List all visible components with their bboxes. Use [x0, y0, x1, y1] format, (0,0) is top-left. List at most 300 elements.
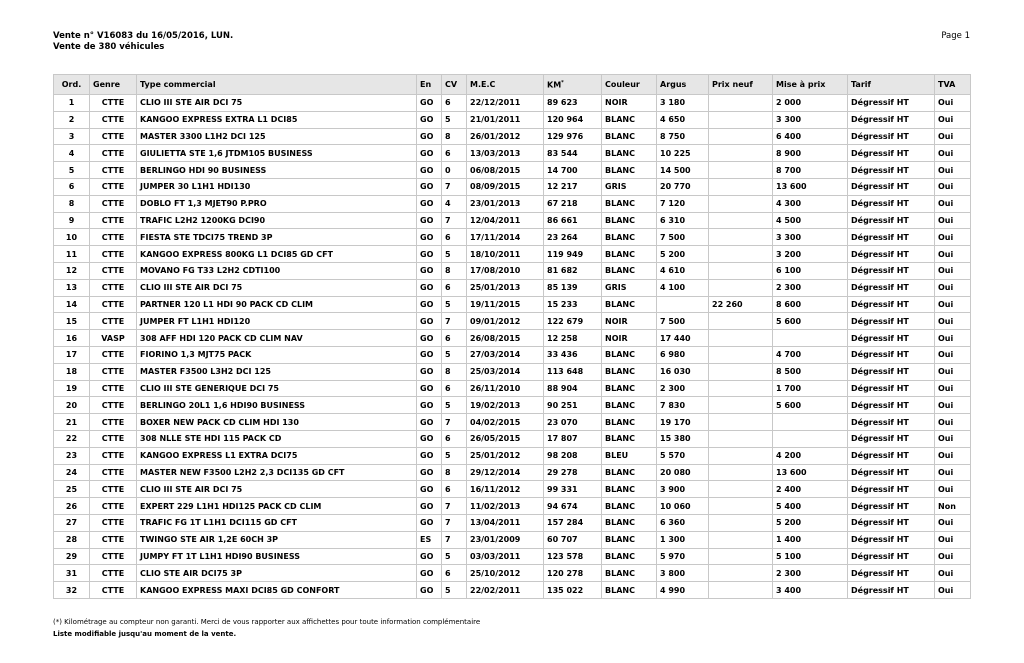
col-header-cv: CV: [442, 75, 467, 95]
cell-mise-a-prix: 3 400: [773, 582, 848, 599]
cell-tva: Oui: [935, 262, 971, 279]
cell-couleur: BLANC: [602, 212, 657, 229]
cell-cv: 8: [442, 262, 467, 279]
cell-mec: 22/02/2011: [467, 582, 544, 599]
cell-mec: 06/08/2015: [467, 162, 544, 179]
cell-mise-a-prix: 4 200: [773, 447, 848, 464]
cell-tarif: Dégressif HT: [848, 531, 935, 548]
cell-prix-neuf: [709, 464, 773, 481]
cell-prix-neuf: [709, 548, 773, 565]
col-header-ord: Ord.: [54, 75, 90, 95]
col-header-mise-a-prix: Mise à prix: [773, 75, 848, 95]
table-row: [54, 363, 971, 380]
cell-ord: 10: [54, 229, 90, 246]
cell-genre: CTTE: [90, 380, 137, 397]
cell-cv: 8: [442, 363, 467, 380]
cell-energie: GO: [417, 447, 442, 464]
cell-mise-a-prix: 6 400: [773, 128, 848, 145]
cell-ord: 27: [54, 514, 90, 531]
cell-tarif: Dégressif HT: [848, 229, 935, 246]
cell-tva: Oui: [935, 531, 971, 548]
cell-cv: 6: [442, 145, 467, 162]
cell-couleur: BLANC: [602, 262, 657, 279]
cell-energie: GO: [417, 346, 442, 363]
cell-genre: CTTE: [90, 145, 137, 162]
cell-mec: 26/11/2010: [467, 380, 544, 397]
cell-mec: 17/11/2014: [467, 229, 544, 246]
cell-couleur: BLANC: [602, 430, 657, 447]
cell-cv: 5: [442, 111, 467, 128]
table-row: [54, 397, 971, 414]
cell-type: EXPERT 229 L1H1 HDI125 PACK CD CLIM: [137, 498, 417, 515]
cell-prix-neuf: [709, 565, 773, 582]
cell-energie: GO: [417, 95, 442, 112]
table-body: [54, 95, 971, 599]
cell-mise-a-prix: 4 700: [773, 346, 848, 363]
cell-energie: GO: [417, 145, 442, 162]
cell-genre: VASP: [90, 330, 137, 347]
cell-mec: 26/01/2012: [467, 128, 544, 145]
cell-tarif: Dégressif HT: [848, 162, 935, 179]
cell-cv: 5: [442, 582, 467, 599]
cell-km: 23 070: [544, 414, 602, 431]
cell-mise-a-prix: 4 300: [773, 195, 848, 212]
table-row: [54, 195, 971, 212]
cell-prix-neuf: 22 260: [709, 296, 773, 313]
cell-genre: CTTE: [90, 178, 137, 195]
cell-argus: 6 360: [657, 514, 709, 531]
cell-genre: CTTE: [90, 162, 137, 179]
table-row: [54, 414, 971, 431]
cell-tva: Oui: [935, 279, 971, 296]
cell-ord: 29: [54, 548, 90, 565]
cell-ord: 13: [54, 279, 90, 296]
cell-km: 29 278: [544, 464, 602, 481]
cell-energie: GO: [417, 414, 442, 431]
cell-tva: Oui: [935, 229, 971, 246]
cell-prix-neuf: [709, 111, 773, 128]
cell-cv: 5: [442, 397, 467, 414]
cell-cv: 7: [442, 414, 467, 431]
cell-type: DOBLO FT 1,3 MJET90 P.PRO: [137, 195, 417, 212]
km-footnote-marker: *: [561, 79, 564, 86]
cell-type: TRAFIC FG 1T L1H1 DCI115 GD CFT: [137, 514, 417, 531]
cell-mise-a-prix: [773, 414, 848, 431]
cell-couleur: GRIS: [602, 178, 657, 195]
cell-mec: 08/09/2015: [467, 178, 544, 195]
cell-argus: 5 200: [657, 246, 709, 263]
cell-tarif: Dégressif HT: [848, 246, 935, 263]
cell-km: 17 807: [544, 430, 602, 447]
cell-argus: 10 060: [657, 498, 709, 515]
cell-prix-neuf: [709, 582, 773, 599]
cell-km: 157 284: [544, 514, 602, 531]
cell-couleur: NOIR: [602, 313, 657, 330]
cell-energie: GO: [417, 397, 442, 414]
cell-genre: CTTE: [90, 397, 137, 414]
cell-prix-neuf: [709, 414, 773, 431]
table-row: [54, 464, 971, 481]
cell-argus: 4 990: [657, 582, 709, 599]
cell-tva: Oui: [935, 95, 971, 112]
cell-argus: 3 180: [657, 95, 709, 112]
cell-cv: 5: [442, 246, 467, 263]
cell-couleur: BLANC: [602, 296, 657, 313]
cell-genre: CTTE: [90, 195, 137, 212]
cell-ord: 26: [54, 498, 90, 515]
table-row: [54, 330, 971, 347]
cell-prix-neuf: [709, 330, 773, 347]
cell-km: 120 964: [544, 111, 602, 128]
cell-argus: 10 225: [657, 145, 709, 162]
cell-type: FIESTA STE TDCI75 TREND 3P: [137, 229, 417, 246]
cell-type: FIORINO 1,3 MJT75 PACK: [137, 346, 417, 363]
cell-cv: 8: [442, 128, 467, 145]
cell-ord: 23: [54, 447, 90, 464]
cell-argus: 4 650: [657, 111, 709, 128]
table-row: [54, 128, 971, 145]
cell-km: 15 233: [544, 296, 602, 313]
cell-type: JUMPER 30 L1H1 HDI130: [137, 178, 417, 195]
cell-energie: GO: [417, 498, 442, 515]
cell-cv: 6: [442, 95, 467, 112]
table-row: [54, 548, 971, 565]
cell-tva: Oui: [935, 128, 971, 145]
cell-tarif: Dégressif HT: [848, 380, 935, 397]
cell-km: 94 674: [544, 498, 602, 515]
cell-energie: GO: [417, 262, 442, 279]
cell-tarif: Dégressif HT: [848, 145, 935, 162]
col-header-tarif: Tarif: [848, 75, 935, 95]
cell-km: 99 331: [544, 481, 602, 498]
cell-tva: Oui: [935, 246, 971, 263]
table-row: [54, 380, 971, 397]
cell-mec: 03/03/2011: [467, 548, 544, 565]
cell-tva: Oui: [935, 447, 971, 464]
cell-genre: CTTE: [90, 414, 137, 431]
cell-mise-a-prix: 5 200: [773, 514, 848, 531]
cell-km: 113 648: [544, 363, 602, 380]
table-row: [54, 95, 971, 112]
cell-ord: 12: [54, 262, 90, 279]
cell-tarif: Dégressif HT: [848, 430, 935, 447]
cell-ord: 31: [54, 565, 90, 582]
cell-energie: GO: [417, 279, 442, 296]
cell-tva: Oui: [935, 582, 971, 599]
cell-type: BERLINGO 20L1 1,6 HDI90 BUSINESS: [137, 397, 417, 414]
cell-prix-neuf: [709, 195, 773, 212]
cell-cv: 6: [442, 229, 467, 246]
table-row: [54, 162, 971, 179]
cell-energie: GO: [417, 464, 442, 481]
cell-tarif: Dégressif HT: [848, 313, 935, 330]
cell-type: 308 AFF HDI 120 PACK CD CLIM NAV: [137, 330, 417, 347]
cell-genre: CTTE: [90, 582, 137, 599]
cell-prix-neuf: [709, 162, 773, 179]
cell-genre: CTTE: [90, 498, 137, 515]
cell-mise-a-prix: 5 600: [773, 397, 848, 414]
cell-mec: 29/12/2014: [467, 464, 544, 481]
table-row: [54, 296, 971, 313]
col-header-energie: En: [417, 75, 442, 95]
cell-mise-a-prix: 13 600: [773, 464, 848, 481]
cell-energie: GO: [417, 229, 442, 246]
cell-argus: 3 900: [657, 481, 709, 498]
col-header-argus: Argus: [657, 75, 709, 95]
cell-genre: CTTE: [90, 447, 137, 464]
cell-tarif: Dégressif HT: [848, 212, 935, 229]
cell-argus: [657, 296, 709, 313]
cell-energie: GO: [417, 246, 442, 263]
cell-prix-neuf: [709, 514, 773, 531]
cell-tarif: Dégressif HT: [848, 279, 935, 296]
cell-type: PARTNER 120 L1 HDI 90 PACK CD CLIM: [137, 296, 417, 313]
cell-tarif: Dégressif HT: [848, 464, 935, 481]
cell-genre: CTTE: [90, 262, 137, 279]
cell-mec: 17/08/2010: [467, 262, 544, 279]
cell-tva: Oui: [935, 397, 971, 414]
cell-type: MOVANO FG T33 L2H2 CDTI100: [137, 262, 417, 279]
cell-mec: 11/02/2013: [467, 498, 544, 515]
cell-argus: 15 380: [657, 430, 709, 447]
cell-cv: 5: [442, 447, 467, 464]
cell-genre: CTTE: [90, 531, 137, 548]
cell-tarif: Dégressif HT: [848, 95, 935, 112]
cell-cv: 5: [442, 296, 467, 313]
cell-energie: GO: [417, 128, 442, 145]
cell-couleur: BLANC: [602, 481, 657, 498]
cell-type: TWINGO STE AIR 1,2E 60CH 3P: [137, 531, 417, 548]
col-header-prix-neuf: Prix neuf: [709, 75, 773, 95]
cell-argus: 6 310: [657, 212, 709, 229]
cell-couleur: BLANC: [602, 414, 657, 431]
cell-prix-neuf: [709, 447, 773, 464]
cell-prix-neuf: [709, 397, 773, 414]
cell-energie: GO: [417, 212, 442, 229]
cell-energie: GO: [417, 178, 442, 195]
cell-type: BERLINGO HDI 90 BUSINESS: [137, 162, 417, 179]
cell-mise-a-prix: 2 300: [773, 565, 848, 582]
cell-energie: GO: [417, 548, 442, 565]
cell-mise-a-prix: 3 300: [773, 111, 848, 128]
cell-ord: 16: [54, 330, 90, 347]
cell-cv: 8: [442, 464, 467, 481]
cell-energie: GO: [417, 514, 442, 531]
cell-genre: CTTE: [90, 464, 137, 481]
cell-km: 135 022: [544, 582, 602, 599]
cell-km: 90 251: [544, 397, 602, 414]
cell-genre: CTTE: [90, 481, 137, 498]
cell-type: KANGOO EXPRESS 800KG L1 DCI85 GD CFT: [137, 246, 417, 263]
cell-genre: CTTE: [90, 514, 137, 531]
cell-genre: CTTE: [90, 346, 137, 363]
cell-tarif: Dégressif HT: [848, 514, 935, 531]
cell-cv: 6: [442, 279, 467, 296]
cell-tva: Oui: [935, 178, 971, 195]
cell-argus: 19 170: [657, 414, 709, 431]
cell-type: CLIO STE AIR DCI75 3P: [137, 565, 417, 582]
cell-prix-neuf: [709, 531, 773, 548]
footnote-km: (*) Kilométrage au compteur non garanti. Merci de vous rapporter aux affichettes pour toute information complémentaire: [53, 618, 481, 626]
cell-argus: 2 300: [657, 380, 709, 397]
cell-mec: 25/01/2013: [467, 279, 544, 296]
cell-prix-neuf: [709, 128, 773, 145]
cell-genre: CTTE: [90, 565, 137, 582]
cell-mec: 25/10/2012: [467, 565, 544, 582]
table-row: [54, 212, 971, 229]
cell-km: 129 976: [544, 128, 602, 145]
cell-tva: Non: [935, 498, 971, 515]
table-row: [54, 582, 971, 599]
cell-cv: 5: [442, 548, 467, 565]
cell-km: 123 578: [544, 548, 602, 565]
cell-prix-neuf: [709, 212, 773, 229]
cell-genre: CTTE: [90, 548, 137, 565]
cell-cv: 6: [442, 481, 467, 498]
cell-type: MASTER NEW F3500 L2H2 2,3 DCI135 GD CFT: [137, 464, 417, 481]
cell-mec: 09/01/2012: [467, 313, 544, 330]
cell-ord: 20: [54, 397, 90, 414]
cell-tva: Oui: [935, 481, 971, 498]
cell-type: KANGOO EXPRESS L1 EXTRA DCI75: [137, 447, 417, 464]
cell-cv: 6: [442, 330, 467, 347]
cell-mec: 26/08/2015: [467, 330, 544, 347]
cell-mec: 25/03/2014: [467, 363, 544, 380]
cell-type: JUMPY FT 1T L1H1 HDI90 BUSINESS: [137, 548, 417, 565]
cell-couleur: BLANC: [602, 145, 657, 162]
cell-ord: 24: [54, 464, 90, 481]
cell-couleur: BLANC: [602, 162, 657, 179]
cell-mise-a-prix: 3 200: [773, 246, 848, 263]
cell-km: 60 707: [544, 531, 602, 548]
cell-ord: 18: [54, 363, 90, 380]
cell-tarif: Dégressif HT: [848, 565, 935, 582]
cell-km: 83 544: [544, 145, 602, 162]
table-row: [54, 565, 971, 582]
table-row: [54, 246, 971, 263]
footnote-modifiable: Liste modifiable jusqu'au moment de la vente.: [53, 630, 237, 638]
cell-tarif: Dégressif HT: [848, 128, 935, 145]
cell-mec: 04/02/2015: [467, 414, 544, 431]
vehicle-table: [53, 74, 971, 599]
cell-type: MASTER F3500 L3H2 DCI 125: [137, 363, 417, 380]
cell-prix-neuf: [709, 279, 773, 296]
cell-argus: 20 080: [657, 464, 709, 481]
cell-prix-neuf: [709, 178, 773, 195]
cell-tva: Oui: [935, 111, 971, 128]
table-row: [54, 481, 971, 498]
cell-couleur: GRIS: [602, 279, 657, 296]
cell-ord: 22: [54, 430, 90, 447]
cell-mec: 26/05/2015: [467, 430, 544, 447]
cell-genre: CTTE: [90, 212, 137, 229]
cell-mec: 22/12/2011: [467, 95, 544, 112]
cell-km: 85 139: [544, 279, 602, 296]
table-row: [54, 262, 971, 279]
cell-energie: GO: [417, 481, 442, 498]
cell-mise-a-prix: [773, 330, 848, 347]
table-row: [54, 145, 971, 162]
cell-mise-a-prix: [773, 430, 848, 447]
cell-mec: 13/04/2011: [467, 514, 544, 531]
cell-argus: 14 500: [657, 162, 709, 179]
cell-argus: 1 300: [657, 531, 709, 548]
cell-cv: 6: [442, 380, 467, 397]
cell-km: 89 623: [544, 95, 602, 112]
cell-mec: 23/01/2009: [467, 531, 544, 548]
cell-genre: CTTE: [90, 246, 137, 263]
cell-ord: 17: [54, 346, 90, 363]
cell-ord: 4: [54, 145, 90, 162]
cell-tva: Oui: [935, 145, 971, 162]
cell-tva: Oui: [935, 162, 971, 179]
cell-genre: CTTE: [90, 296, 137, 313]
cell-prix-neuf: [709, 430, 773, 447]
cell-energie: ES: [417, 531, 442, 548]
cell-mise-a-prix: 3 300: [773, 229, 848, 246]
cell-tva: Oui: [935, 464, 971, 481]
cell-couleur: BLANC: [602, 514, 657, 531]
cell-km: 12 258: [544, 330, 602, 347]
cell-mec: 12/04/2011: [467, 212, 544, 229]
cell-type: CLIO III STE AIR DCI 75: [137, 95, 417, 112]
cell-km: 14 700: [544, 162, 602, 179]
cell-type: 308 NLLE STE HDI 115 PACK CD: [137, 430, 417, 447]
cell-energie: GO: [417, 430, 442, 447]
cell-prix-neuf: [709, 246, 773, 263]
cell-couleur: BLANC: [602, 195, 657, 212]
cell-ord: 15: [54, 313, 90, 330]
cell-prix-neuf: [709, 363, 773, 380]
cell-cv: 7: [442, 178, 467, 195]
cell-ord: 19: [54, 380, 90, 397]
sale-vehicle-count: Vente de 380 véhicules: [53, 41, 165, 52]
cell-tva: Oui: [935, 195, 971, 212]
table-row: [54, 430, 971, 447]
cell-prix-neuf: [709, 95, 773, 112]
table-row: [54, 279, 971, 296]
cell-argus: 7 500: [657, 229, 709, 246]
cell-argus: 6 980: [657, 346, 709, 363]
cell-mec: 18/10/2011: [467, 246, 544, 263]
sale-title: Vente n° V16083 du 16/05/2016, LUN.: [53, 31, 234, 41]
cell-type: TRAFIC L2H2 1200KG DCI90: [137, 212, 417, 229]
cell-couleur: BLANC: [602, 380, 657, 397]
cell-mec: 19/11/2015: [467, 296, 544, 313]
cell-mise-a-prix: 5 100: [773, 548, 848, 565]
cell-ord: 2: [54, 111, 90, 128]
cell-mec: 27/03/2014: [467, 346, 544, 363]
cell-couleur: BLANC: [602, 582, 657, 599]
cell-tarif: Dégressif HT: [848, 363, 935, 380]
cell-mise-a-prix: 13 600: [773, 178, 848, 195]
table-row: [54, 514, 971, 531]
cell-mise-a-prix: 8 500: [773, 363, 848, 380]
cell-km: 23 264: [544, 229, 602, 246]
cell-tarif: Dégressif HT: [848, 262, 935, 279]
cell-cv: 7: [442, 498, 467, 515]
cell-km: 122 679: [544, 313, 602, 330]
cell-couleur: BLANC: [602, 346, 657, 363]
cell-genre: CTTE: [90, 128, 137, 145]
cell-argus: 7 830: [657, 397, 709, 414]
col-header-tva: TVA: [935, 75, 971, 95]
cell-energie: GO: [417, 380, 442, 397]
cell-mise-a-prix: 2 300: [773, 279, 848, 296]
cell-genre: CTTE: [90, 229, 137, 246]
table-row: [54, 111, 971, 128]
cell-tarif: Dégressif HT: [848, 330, 935, 347]
